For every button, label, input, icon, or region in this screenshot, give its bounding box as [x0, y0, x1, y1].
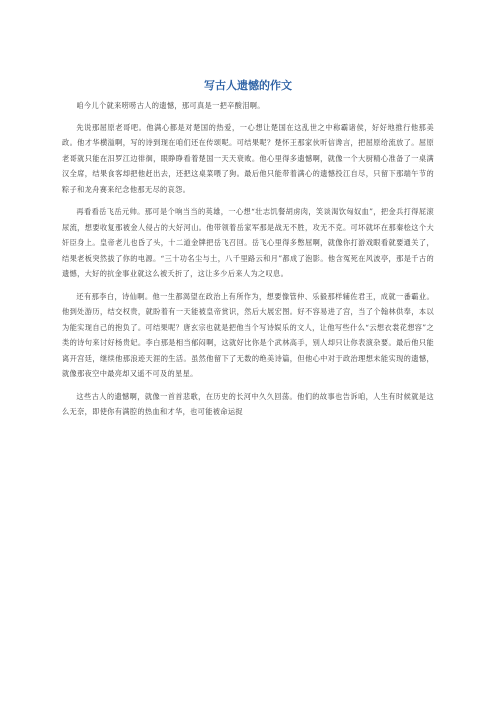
document-page: [62, 78, 434, 427]
paragraph-li-bai: 还有那李白，诗仙啊。他一生都渴望在政治上有所作为，想要像管仲、乐毅那样辅佐君王，成就一番霸业。他到处游历，结交权贵，就盼着有一天能被皇帝赏识，然后大展宏图。好不容易进了宫，当了个翰林供奉，本以为能实现自己的抱负了。可结果呢？唐玄宗也就是把他当个写诗娱乐的文人，让他写些什么“云想衣裳花想容”之类的诗句来讨好杨贵妃。李白那是相当郁闷啊，这就好比你是个武林高手，别人却只让你表演杂要。最后他只能离开宫廷，继续他那浪迹天涯的生活。虽然他留下了无数的绝美诗篇，但他心中对于政治理想未能实现的遗憾，就像那夜空中最亮却又遥不可及的星星。: [62, 291, 434, 378]
paragraph-intro: 咱今儿个就来唠唠古人的遗憾，那可真是一把辛酸泪啊。: [76, 101, 265, 110]
paragraph-yue-fei: 再看看岳飞岳元帅。那可是个响当当的英雄，一心想“壮志饥餐胡虏肉，笑谈渴饮匈奴血”，把金兵打得屁滚尿流，想要收复那被金人侵占的大好河山。他带领着岳家军那是战无不胜，攻无不克。可坏就坏在那秦桧这个大奸臣身上。皇帝老儿也昏了头，十二道金牌把岳飞召回。岳飞心里得多憋屈啊，就像你打游戏眼看就要通关了，结果老板突然拔了你的电源。“三十功名尘与土，八千里路云和月”都成了泡影。他含冤死在风波亭，那是千古的遗憾，大好的抗金事业就这么被夭折了，这让多少后来人为之叹息。: [62, 207, 434, 278]
paragraph-qu-yuan: 先说那屈原老哥吧。他满心都是对楚国的热爱，一心想让楚国在这乱世之中称霸诸侯，好好地推行他那美政。他才华横溢啊，写的诗到现在咱们还在传颂呢。可结果呢？楚怀王那家伙听信谗言，把屈原给流放了。屈原老哥就只能在汨罗江边徘徊，眼睁睁看着楚国一天天衰败。他心里得多遗憾啊，就像一个大厨精心准备了一桌满汉全席，结果食客却把他赶出去，还把这桌菜喂了狗。最后他只能带着满心的遗憾投江自尽，只留下那端午节的粽子和龙舟赛来纪念他那无尽的哀怨。: [62, 122, 434, 194]
paragraph-conclusion: 这些古人的遗憾啊，就像一首首悲歌，在历史的长河中久久回荡。他们的故事也告诉咱，人生有时候就是这么无奈，即使你有满腔的热血和才华，也可能被命运捉: [62, 391, 434, 416]
document-title: 写古人遗憾的作文: [204, 79, 292, 92]
